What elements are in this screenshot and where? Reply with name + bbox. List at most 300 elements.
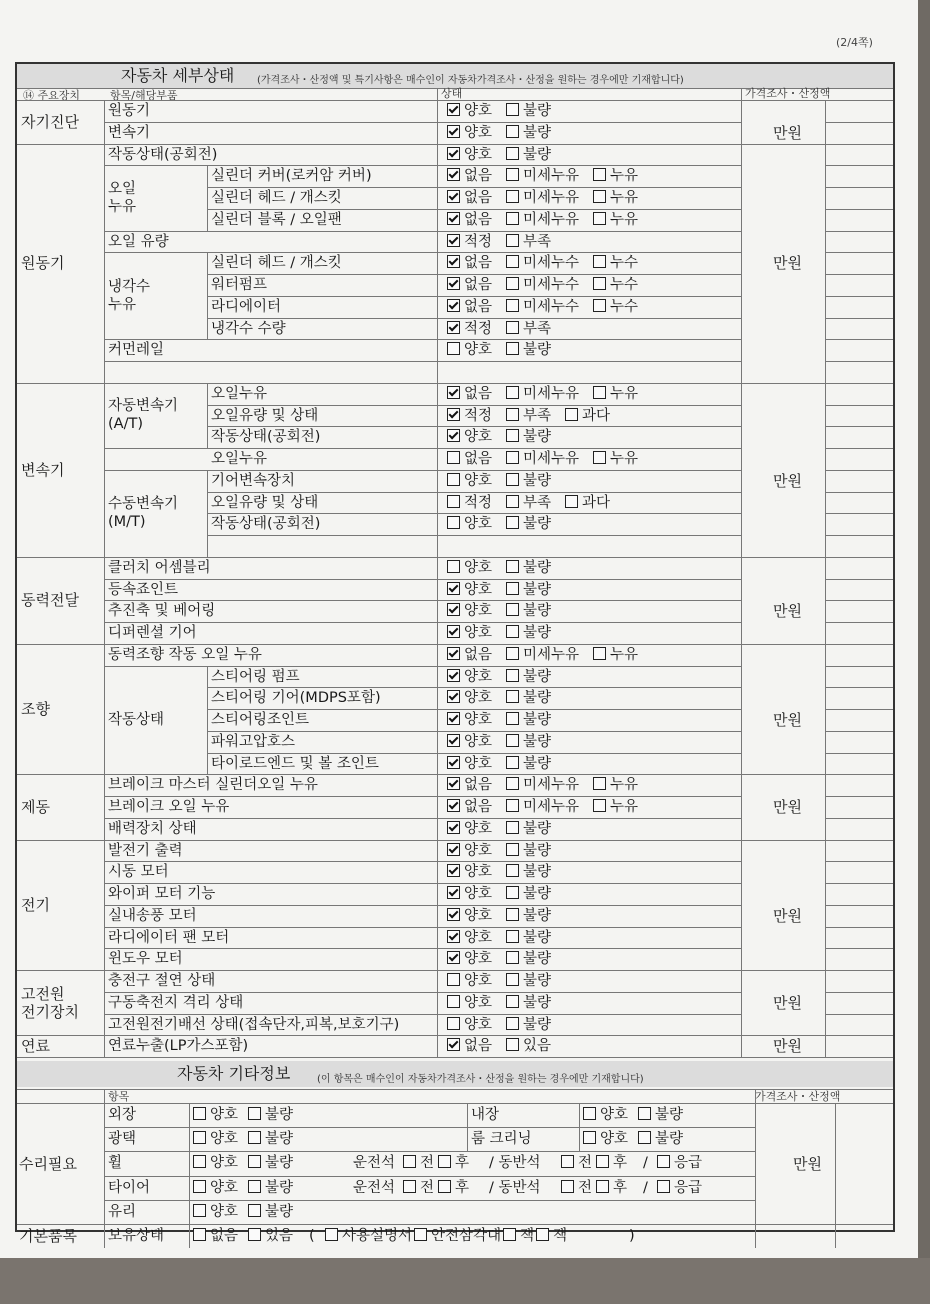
checkbox[interactable] [506,190,519,203]
checkbox[interactable] [447,690,460,703]
row-status-options [447,733,565,751]
option-label: 양호 [210,1155,239,1172]
option-label: 불량 [265,1107,294,1123]
checkbox[interactable] [657,1155,670,1168]
checkbox[interactable] [447,277,460,290]
price-unit: 만원 [773,602,802,621]
option [506,167,579,185]
option-label: 없음 [464,211,493,228]
category-border [17,644,893,645]
checkbox[interactable] [506,756,519,769]
option-label: 미세누유 [523,190,580,206]
group-divider [207,165,208,230]
row-item-label: 연료누출(LP가스포함) [108,1038,249,1055]
checkbox[interactable] [506,125,519,138]
option-label: 미세누수 [523,277,580,293]
option [593,254,638,272]
checkbox[interactable] [506,234,519,247]
option [565,407,610,425]
option [447,820,492,838]
row-status-options [193,1106,303,1124]
option [506,994,551,1012]
checkbox[interactable] [657,1180,670,1193]
option-label: 불량 [523,603,552,620]
option [447,755,492,773]
checkbox[interactable] [438,1180,451,1193]
row-status-options [447,842,565,860]
checkbox[interactable] [447,103,460,116]
option [447,711,492,729]
option [447,994,492,1012]
checkbox[interactable] [583,1131,596,1144]
checkbox[interactable] [447,734,460,747]
option-label: 양호 [464,864,493,881]
checkbox[interactable] [506,647,519,660]
row-status-options [561,1154,631,1172]
checkbox[interactable] [596,1180,609,1193]
option-label: 양호 [210,1107,239,1123]
checkbox[interactable] [193,1155,206,1168]
option [447,341,492,359]
option-label: 없음 [464,1038,493,1055]
group-label: 작동상태 [108,711,165,728]
checkbox[interactable] [506,690,519,703]
price-grid-line [825,622,893,623]
checkbox[interactable] [593,647,606,660]
checkbox[interactable] [593,277,606,290]
price-grid-line [825,992,893,993]
checkbox[interactable] [506,930,519,943]
option-label: 불량 [523,929,552,946]
row-item-label: 라디에이터 팬 모터 [108,929,230,946]
category-label: 고전원 전기장치 [21,984,79,1021]
checkbox[interactable] [447,299,460,312]
checkbox[interactable] [447,212,460,225]
row-status-options [447,1016,565,1034]
seat-label: 운전석 [353,1179,396,1196]
option-label: 양호 [464,146,493,163]
row-line [104,122,741,123]
checkbox[interactable] [503,1228,516,1241]
checkbox[interactable] [447,168,460,181]
checkbox[interactable] [447,625,460,638]
row-status-options [403,1154,473,1172]
checkbox[interactable] [447,756,460,769]
row-line [104,883,741,884]
option-label: 양호 [464,625,493,641]
checkbox[interactable] [447,864,460,877]
price-grid-line [825,731,893,732]
checkbox[interactable] [638,1107,651,1120]
option [438,1179,469,1197]
option-label: 불량 [523,342,552,359]
checkbox[interactable] [506,951,519,964]
checkbox[interactable] [447,930,460,943]
option-label: 없음 [464,777,493,794]
checkbox[interactable] [506,625,519,638]
checkbox[interactable] [506,277,519,290]
row-item-label: 등속죠인트 [108,581,179,598]
checkbox[interactable] [506,495,519,508]
checkbox[interactable] [447,560,460,573]
row-status-options [447,494,624,512]
row-line [207,753,741,754]
checkbox[interactable] [506,408,519,421]
category-label: 전기 [21,895,50,914]
checkbox[interactable] [325,1228,338,1241]
option [447,1037,492,1055]
checkbox[interactable] [193,1180,206,1193]
option [506,820,551,838]
group-label: 자동변속기 (A/T) [108,398,179,433]
checkbox[interactable] [447,603,460,616]
checkbox[interactable] [593,386,606,399]
checkbox[interactable] [447,147,460,160]
row-item-label: 오일 유량 [108,233,169,250]
row-line [207,535,741,536]
row-line [207,187,741,188]
row-line [104,992,741,993]
checkbox[interactable] [248,1228,261,1241]
option [325,1227,412,1245]
option-label: 미세누유 [523,799,580,815]
checkbox[interactable] [593,212,606,225]
row-status-options [447,907,565,925]
row-line [104,1014,741,1015]
row-item-label: 원동기 [108,103,151,119]
checkbox[interactable] [593,451,606,464]
option-label: 불량 [523,712,552,728]
checkbox[interactable] [506,843,519,856]
separator: / [643,1179,648,1196]
price-grid-line [825,600,893,601]
checkbox[interactable] [447,1038,460,1051]
checkbox[interactable] [506,212,519,225]
option [506,885,551,903]
row-status-options [447,711,565,729]
option-label: 응급 [674,1155,703,1172]
row-item-label: 외장 [108,1107,137,1123]
checkbox[interactable] [506,255,519,268]
checkbox[interactable] [506,734,519,747]
row-line [207,687,741,688]
row-item-label: 디퍼렌셜 기어 [108,625,197,641]
checkbox[interactable] [447,973,460,986]
option [447,298,492,316]
option [506,929,551,947]
checkbox[interactable] [506,299,519,312]
checkbox[interactable] [506,908,519,921]
checkbox[interactable] [506,669,519,682]
option-label: 없음 [464,646,493,663]
checkbox[interactable] [506,147,519,160]
checkbox[interactable] [447,712,460,725]
row-item-label: 실린더 헤드 / 개스킷 [211,190,342,206]
option [638,1106,683,1124]
row-status-options [447,276,652,294]
option-label: 불량 [523,994,552,1011]
checkbox[interactable] [593,799,606,812]
checkbox[interactable] [193,1107,206,1120]
checkbox[interactable] [447,1017,460,1030]
checkbox[interactable] [248,1155,261,1168]
option-label: 있음 [265,1228,294,1244]
option-label: 양호 [464,755,493,772]
checkbox[interactable] [447,951,460,964]
option-label: 누수 [610,277,639,293]
option-label: 미세누유 [523,646,580,663]
checkbox[interactable] [583,1107,596,1120]
row-status-options [447,668,565,686]
row-line [207,405,741,406]
option [447,776,492,794]
option-label: 불량 [655,1107,684,1123]
checkbox[interactable] [593,190,606,203]
checkbox[interactable] [506,1038,519,1051]
checkbox[interactable] [506,516,519,529]
group-border [104,339,207,340]
checkbox[interactable] [561,1180,574,1193]
row-status-options [447,167,652,185]
option [414,1227,501,1245]
row-status-options [447,972,565,990]
checkbox[interactable] [506,560,519,573]
option [447,407,492,425]
checkbox[interactable] [193,1204,206,1217]
checkbox[interactable] [447,495,460,508]
checkbox[interactable] [536,1228,549,1241]
option-label: 불량 [523,429,552,446]
price-grid-line [825,165,893,166]
checkbox[interactable] [506,429,519,442]
checkbox[interactable] [593,777,606,790]
row-line [104,1176,755,1177]
checkbox[interactable] [638,1131,651,1144]
category-label: 연료 [21,1037,50,1056]
option [506,298,579,316]
option [596,1179,627,1197]
checkbox[interactable] [447,429,460,442]
checkbox[interactable] [506,603,519,616]
checkbox[interactable] [506,582,519,595]
checkbox[interactable] [447,234,460,247]
option [561,1179,592,1197]
option [583,1106,628,1124]
row-item-label: 워터펌프 [211,277,268,293]
option [593,298,638,316]
checkbox[interactable] [248,1131,261,1144]
option [593,450,638,468]
option-label: 누수 [610,255,639,272]
checkbox[interactable] [447,190,460,203]
option [506,668,551,686]
checkbox[interactable] [447,451,460,464]
checkbox[interactable] [447,255,460,268]
row-status-options [447,863,565,881]
checkbox[interactable] [506,777,519,790]
checkbox[interactable] [447,821,460,834]
row-item-label: 오일유량 및 상태 [211,494,319,511]
option [503,1227,534,1245]
option-label: 양호 [464,994,493,1011]
checkbox[interactable] [506,995,519,1008]
option-label: 없음 [464,298,493,315]
checkbox[interactable] [414,1228,427,1241]
checkbox[interactable] [447,843,460,856]
option [506,1037,551,1055]
option-label: 적정 [464,233,493,250]
group-border [104,231,207,232]
price-unit: 만원 [773,906,802,925]
row-status-options [447,450,652,468]
option-label: 불량 [265,1155,294,1172]
row-item-label: 실린더 커버(로커암 커버) [211,168,372,185]
checkbox[interactable] [447,777,460,790]
row-status-options [193,1130,303,1148]
price-unit: 만원 [773,798,802,816]
option [447,124,492,142]
checkbox[interactable] [506,321,519,334]
option [193,1203,238,1221]
checkbox[interactable] [447,799,460,812]
checkbox[interactable] [403,1155,416,1168]
row-status-options [447,515,565,533]
inspection-form [15,62,895,1245]
checkbox[interactable] [506,886,519,899]
option-label: 없음 [464,190,493,206]
checkbox[interactable] [506,821,519,834]
checkbox[interactable] [565,408,578,421]
row-line [104,252,741,253]
checkbox[interactable] [593,168,606,181]
option-label: 적정 [464,494,493,511]
checkbox[interactable] [248,1107,261,1120]
checkbox[interactable] [447,582,460,595]
checkbox[interactable] [447,473,460,486]
checkbox[interactable] [403,1180,416,1193]
checkbox[interactable] [561,1155,574,1168]
option [447,842,492,860]
row-item-label: 룸 크리닝 [471,1131,532,1148]
checkbox[interactable] [447,886,460,899]
option [506,124,551,142]
option-label: 양호 [464,559,493,576]
option-label: 미세누수 [523,255,580,272]
option-label: 후 [613,1179,628,1196]
checkbox[interactable] [447,342,460,355]
option [193,1130,238,1148]
option [593,276,638,294]
price-grid-line [825,339,893,340]
checkbox[interactable] [593,299,606,312]
checkbox[interactable] [447,995,460,1008]
row-status-options [447,646,652,664]
option [447,320,492,338]
checkbox[interactable] [447,647,460,660]
checkbox[interactable] [438,1155,451,1168]
checkbox[interactable] [248,1204,261,1217]
option-label: 없음 [464,385,493,402]
price-unit: 만원 [773,254,802,273]
option-label: 사용설명서 [342,1228,413,1244]
checkbox[interactable] [565,495,578,508]
checkbox[interactable] [506,473,519,486]
checkbox[interactable] [506,451,519,464]
checkbox[interactable] [596,1155,609,1168]
row-item-label: 와이퍼 모터 기능 [108,886,216,902]
option-label: 전 [578,1155,593,1172]
option-label: 없음 [464,255,493,272]
option [447,385,492,403]
option-label: 양호 [464,516,493,533]
row-status-options [447,624,565,642]
checkbox[interactable] [447,408,460,421]
checkbox[interactable] [506,864,519,877]
checkbox[interactable] [506,103,519,116]
checkbox[interactable] [506,168,519,181]
header-item: 항목/해당부품 [110,89,178,102]
row-item-label: 커먼레일 [108,342,165,359]
option [447,646,492,664]
option-label: 없음 [464,277,493,293]
row-status-options [325,1227,569,1245]
checkbox[interactable] [593,255,606,268]
row-status-options [657,1154,706,1172]
checkbox[interactable] [506,973,519,986]
category-label: 제동 [21,797,50,816]
price-unit: 만원 [773,471,802,490]
checkbox[interactable] [506,386,519,399]
checkbox[interactable] [506,712,519,725]
checkbox[interactable] [193,1131,206,1144]
checkbox[interactable] [193,1228,206,1241]
price-grid-line [825,274,893,275]
price-grid-line [825,448,893,449]
checkbox[interactable] [447,125,460,138]
checkbox[interactable] [447,669,460,682]
option [447,428,492,446]
row-status-options [583,1130,693,1148]
option-label: 없음 [210,1228,239,1244]
row-item-label: 구동축전지 격리 상태 [108,994,244,1011]
checkbox[interactable] [506,342,519,355]
option [506,428,551,446]
checkbox[interactable] [506,1017,519,1030]
row-status-options [193,1227,303,1245]
checkbox[interactable] [447,321,460,334]
checkbox[interactable] [506,799,519,812]
option-label: 양호 [464,712,493,728]
option-label: 불량 [655,1131,684,1148]
row-item-label: 충전구 절연 상태 [108,973,216,989]
price-unit: 만원 [773,711,802,729]
row-status-options [403,1179,473,1197]
page-edge-shadow [918,0,930,1304]
option [447,146,492,164]
row-status-options [447,798,652,816]
checkbox[interactable] [447,386,460,399]
option-label: 불량 [523,973,552,989]
option [506,755,551,773]
checkbox[interactable] [447,516,460,529]
option [657,1154,702,1172]
checkbox[interactable] [248,1180,261,1193]
option-label: 불량 [523,1016,552,1033]
option [248,1227,293,1245]
header-price: 가격조사・산정액 [745,87,831,100]
option [506,233,551,251]
checkbox[interactable] [447,908,460,921]
